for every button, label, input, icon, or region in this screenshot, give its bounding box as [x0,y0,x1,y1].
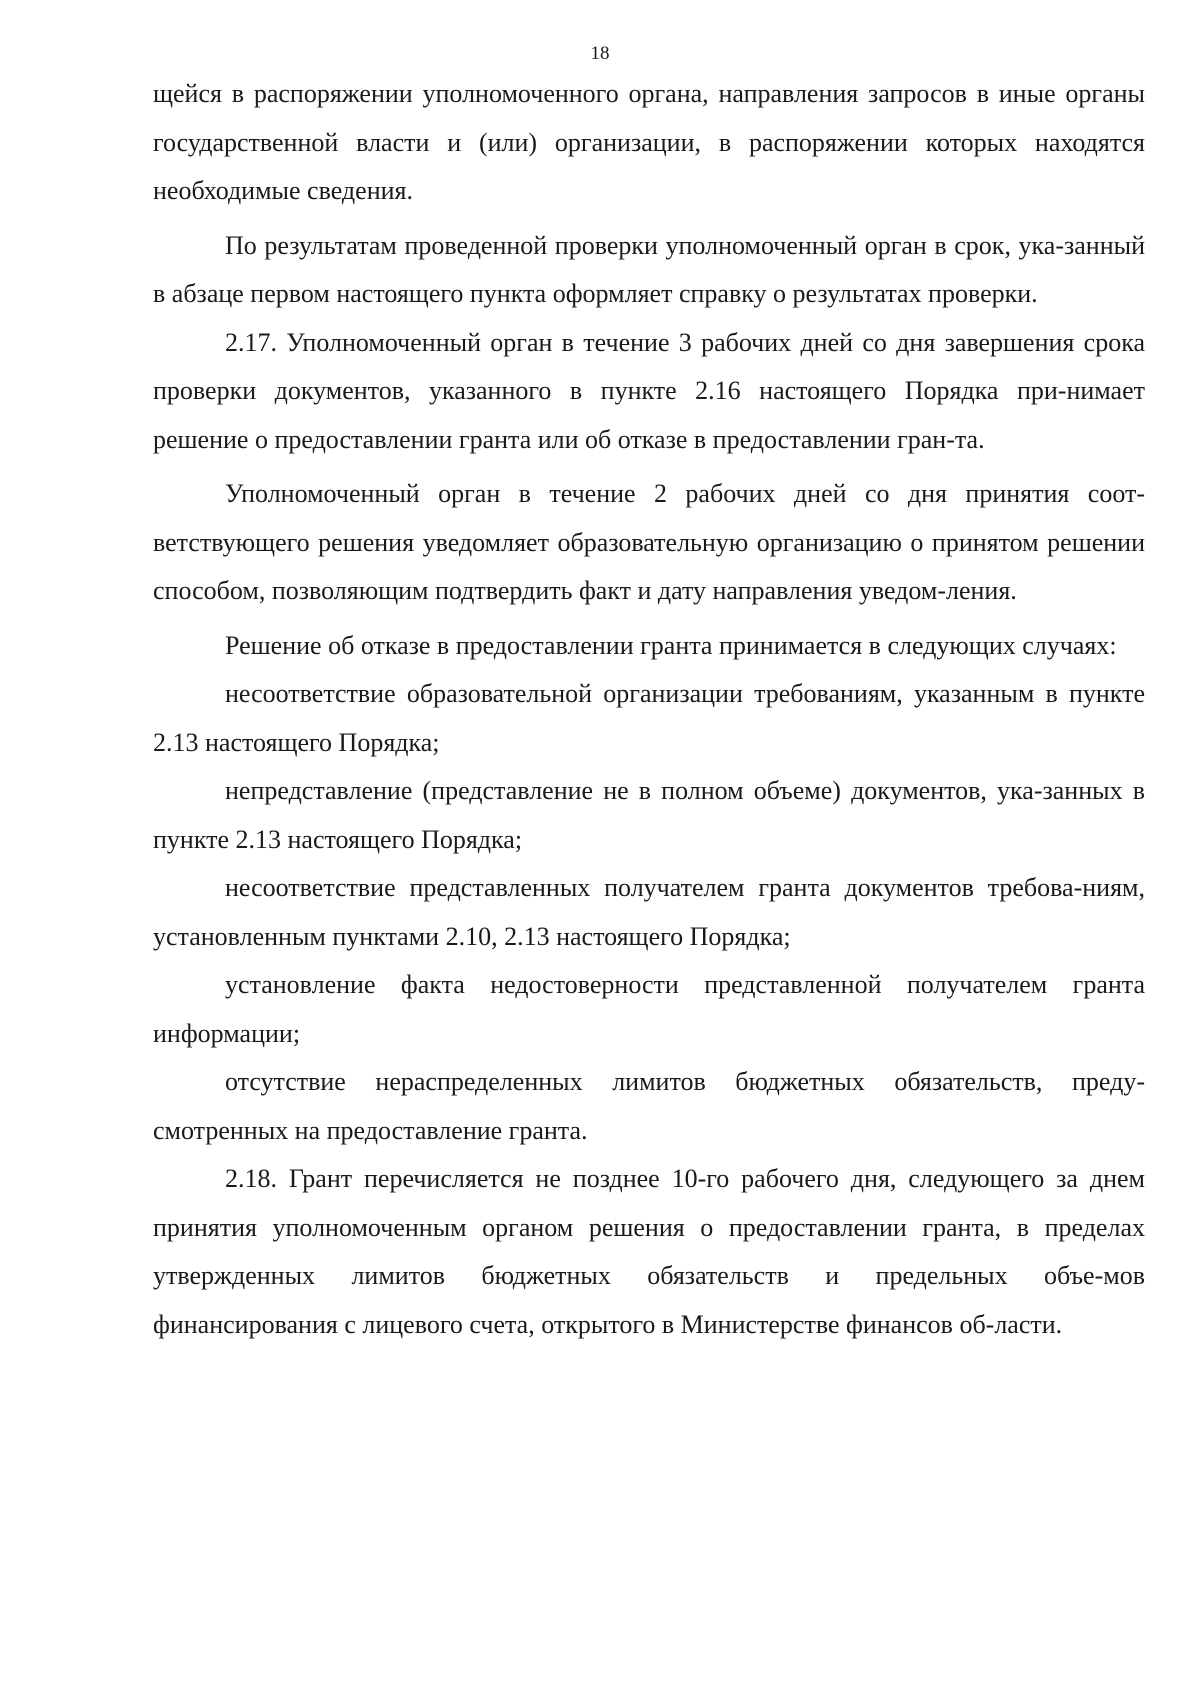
list-item-4: установление факта недостоверности представленной получателем гранта информации; [153,970,1145,1048]
paragraph-1: щейся в распоряжении уполномоченного органа, направления запросов в иные органы государственной власти и (или) организации, в распоряжении которых находятся необходимые сведения. [153,79,1145,205]
paragraph-3: 2.17. Уполномоченный орган в течение 3 рабочих дней со дня завершения срока проверки документов, указанного в пункте 2.16 настоящего Порядка при-​нимает решение о предоставлении гранта или об отказе в предоставлении гран-​та. [153,327,1145,454]
document-body [153,70,1145,1349]
paragraph-6: 2.18. Грант перечисляется не позднее 10-го рабочего дня, следующего за днем принятия уполномоченным органом решения о предоставлении гранта, в пределах утвержденных лимитов бюджетных обязательств и предельных объе-​мов финансирования с лицевого счета, открытого в Министерстве финансов об-​ласти. [153,1164,1145,1339]
list-item-1: несоответствие образовательной организации требованиям, указанным в пункте 2.13 настоящего Порядка; [153,679,1145,757]
paragraph-5: Решение об отказе в предоставлении гранта принимается в следующих случаях: [225,630,1117,660]
list-item-3: несоответствие представленных получателем гранта документов требова-​ниям, установленным пунктами 2.10, 2.13 настоящего Порядка; [153,873,1145,951]
page-number: 18 [590,43,610,64]
paragraph-2: По результатам проведенной проверки уполномоченный орган в срок, ука-​занный в абзаце первом настоящего пункта оформляет справку о результатах проверки. [153,230,1145,308]
list-item-5: отсутствие нераспределенных лимитов бюджетных обязательств, преду-​смотренных на предоставление гранта. [153,1067,1145,1145]
paragraph-4: Уполномоченный орган в течение 2 рабочих дней со дня принятия соот-​ветствующего решения уведомляет образовательную организацию о принятом решении способом, позволяющим подтвердить факт и дату направления уведом-​ления. [153,479,1145,605]
list-item-2: непредставление (представление не в полном объеме) документов, ука-​занных в пункте 2.13 настоящего Порядка; [153,776,1145,854]
